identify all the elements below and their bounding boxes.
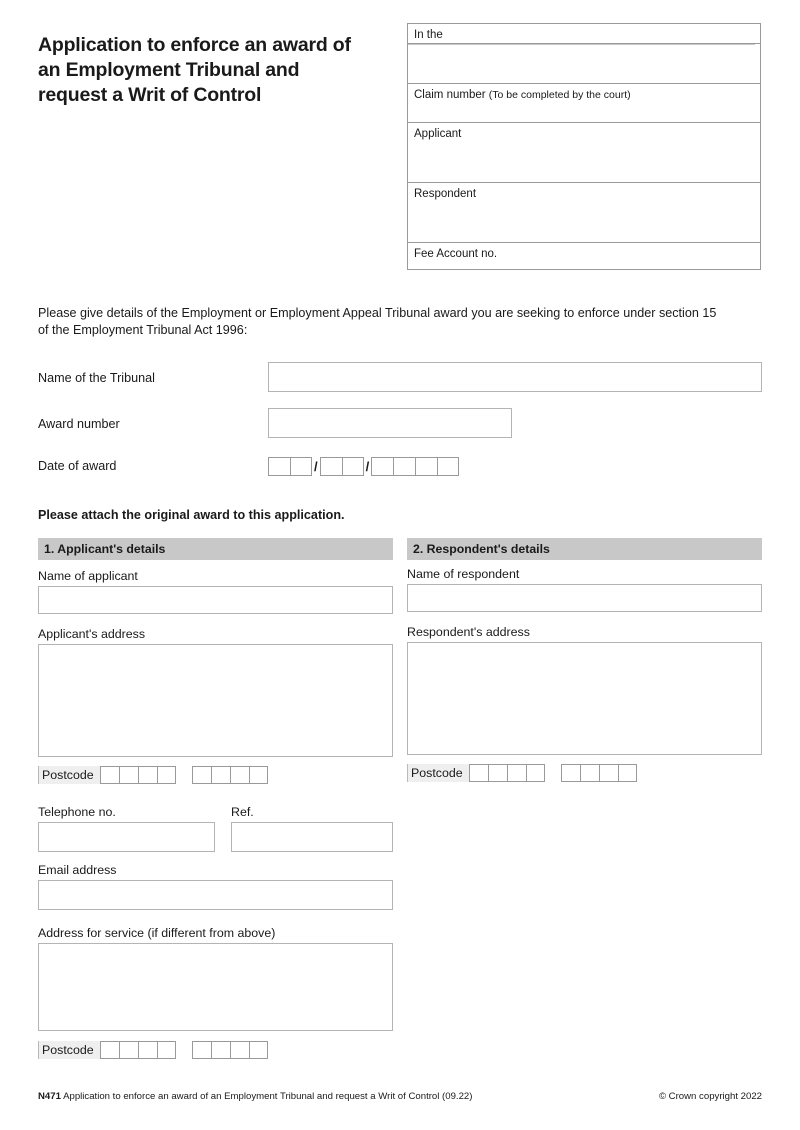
- service-postcode-group[interactable]: [38, 1041, 268, 1059]
- date-month-cell-2[interactable]: [342, 457, 364, 476]
- applicant-postcode-label: Postcode: [38, 766, 100, 784]
- fee-account-label: Fee Account no.: [414, 248, 498, 260]
- date-separator-2: /: [365, 458, 370, 474]
- applicant-postcode-part2[interactable]: [192, 766, 268, 784]
- service-address-note: (if different from above): [147, 926, 276, 940]
- service-postcode-cell-6[interactable]: [211, 1041, 230, 1059]
- respondent-name-input[interactable]: [407, 584, 762, 612]
- applicant-postcode-cell-5[interactable]: [192, 766, 211, 784]
- ref-label: Ref.: [231, 805, 254, 819]
- respondent-postcode-cell-6[interactable]: [580, 764, 599, 782]
- service-postcode-cell-5[interactable]: [192, 1041, 211, 1059]
- court-row-claim-number[interactable]: [408, 84, 760, 123]
- court-row-in-the: [408, 24, 760, 44]
- respondent-label: Respondent: [414, 188, 477, 200]
- respondent-postcode-group[interactable]: [407, 764, 637, 782]
- claim-number-label: Claim number (To be completed by the court): [414, 89, 631, 101]
- telephone-label: Telephone no.: [38, 805, 116, 819]
- section-heading-respondent: 2. Respondent's details: [407, 538, 762, 560]
- section-heading-applicant: 1. Applicant's details: [38, 538, 393, 560]
- date-day-cell-2[interactable]: [290, 457, 312, 476]
- service-postcode-cell-4[interactable]: [157, 1041, 176, 1059]
- applicant-name-label: Name of applicant: [38, 569, 138, 583]
- service-postcode-cell-7[interactable]: [230, 1041, 249, 1059]
- date-month-cell-1[interactable]: [320, 457, 342, 476]
- respondent-address-input[interactable]: [407, 642, 762, 755]
- applicant-label: Applicant: [414, 128, 462, 140]
- applicant-postcode-cell-7[interactable]: [230, 766, 249, 784]
- respondent-postcode-cell-3[interactable]: [507, 764, 526, 782]
- service-postcode-cell-3[interactable]: [138, 1041, 157, 1059]
- in-the-input[interactable]: [408, 44, 760, 84]
- applicant-address-label: Applicant's address: [38, 627, 146, 641]
- footer-form-description: Application to enforce an award of an Employment Tribunal and request a Writ of Control (09.22): [63, 1091, 473, 1102]
- date-separator-1: /: [314, 458, 318, 474]
- respondent-name-label: Name of respondent: [407, 567, 520, 581]
- footer-form-reference: [38, 1090, 472, 1103]
- date-year-cells[interactable]: [371, 457, 459, 476]
- respondent-postcode-cell-4[interactable]: [526, 764, 545, 782]
- date-day-cell-1[interactable]: [268, 457, 290, 476]
- respondent-postcode-cell-1[interactable]: [469, 764, 488, 782]
- date-year-cell-1[interactable]: [371, 457, 393, 476]
- date-of-award-input-group[interactable]: [268, 456, 459, 476]
- instructions-paragraph: Please give details of the Employment or Employment Appeal Tribunal award you are seeking to enforce under section 15 of the Employment Tribunal Act 1996:: [38, 306, 717, 337]
- respondent-address-label: Respondent's address: [407, 625, 530, 639]
- service-postcode-part2[interactable]: [192, 1041, 268, 1059]
- date-month-cells[interactable]: [320, 457, 364, 476]
- date-of-award-label: Date of award: [38, 459, 117, 473]
- applicant-postcode-cell-6[interactable]: [211, 766, 230, 784]
- respondent-postcode-cell-8[interactable]: [618, 764, 637, 782]
- footer-copyright: © Crown copyright 2022: [658, 1091, 762, 1102]
- telephone-input[interactable]: [38, 822, 215, 852]
- court-row-applicant[interactable]: [408, 123, 760, 183]
- applicant-postcode-group[interactable]: [38, 766, 268, 784]
- award-number-input[interactable]: [268, 408, 512, 438]
- email-input[interactable]: [38, 880, 393, 910]
- court-row-fee-account[interactable]: [408, 243, 760, 269]
- ref-input[interactable]: [231, 822, 393, 852]
- service-postcode-label: Postcode: [38, 1041, 100, 1059]
- applicant-address-input[interactable]: [38, 644, 393, 757]
- date-year-cell-3[interactable]: [415, 457, 437, 476]
- court-row-respondent[interactable]: [408, 183, 760, 243]
- applicant-postcode-cell-2[interactable]: [119, 766, 138, 784]
- date-year-cell-4[interactable]: [437, 457, 459, 476]
- tribunal-name-label: Name of the Tribunal: [38, 371, 155, 385]
- award-number-label: Award number: [38, 417, 120, 431]
- respondent-postcode-part2[interactable]: [561, 764, 637, 782]
- applicant-postcode-cell-1[interactable]: [100, 766, 119, 784]
- respondent-postcode-label: Postcode: [407, 764, 469, 782]
- date-year-cell-2[interactable]: [393, 457, 415, 476]
- claim-number-note: (To be completed by the court): [488, 89, 631, 101]
- service-address-input[interactable]: [38, 943, 393, 1031]
- in-the-label: In the: [408, 24, 755, 45]
- service-postcode-part1[interactable]: [100, 1041, 176, 1059]
- email-label: Email address: [38, 863, 117, 877]
- footer-form-code: N471: [38, 1091, 61, 1102]
- respondent-postcode-cell-5[interactable]: [561, 764, 580, 782]
- service-postcode-cell-2[interactable]: [119, 1041, 138, 1059]
- service-postcode-cell-1[interactable]: [100, 1041, 119, 1059]
- attach-original-award-note: Please attach the original award to this application.: [38, 508, 345, 522]
- respondent-postcode-cell-7[interactable]: [599, 764, 618, 782]
- date-day-cells[interactable]: [268, 457, 312, 476]
- service-address-label: Address for service (if different from above): [38, 926, 276, 940]
- respondent-postcode-cell-2[interactable]: [488, 764, 507, 782]
- service-postcode-cell-8[interactable]: [249, 1041, 268, 1059]
- applicant-postcode-cell-8[interactable]: [249, 766, 268, 784]
- court-details-box: [407, 23, 761, 270]
- applicant-postcode-cell-3[interactable]: [138, 766, 157, 784]
- applicant-name-input[interactable]: [38, 586, 393, 614]
- respondent-postcode-part1[interactable]: [469, 764, 545, 782]
- tribunal-name-input[interactable]: [268, 362, 762, 392]
- applicant-postcode-cell-4[interactable]: [157, 766, 176, 784]
- page-title: Application to enforce an award of an Employment Tribunal and request a Writ of Control: [38, 34, 351, 106]
- applicant-postcode-part1[interactable]: [100, 766, 176, 784]
